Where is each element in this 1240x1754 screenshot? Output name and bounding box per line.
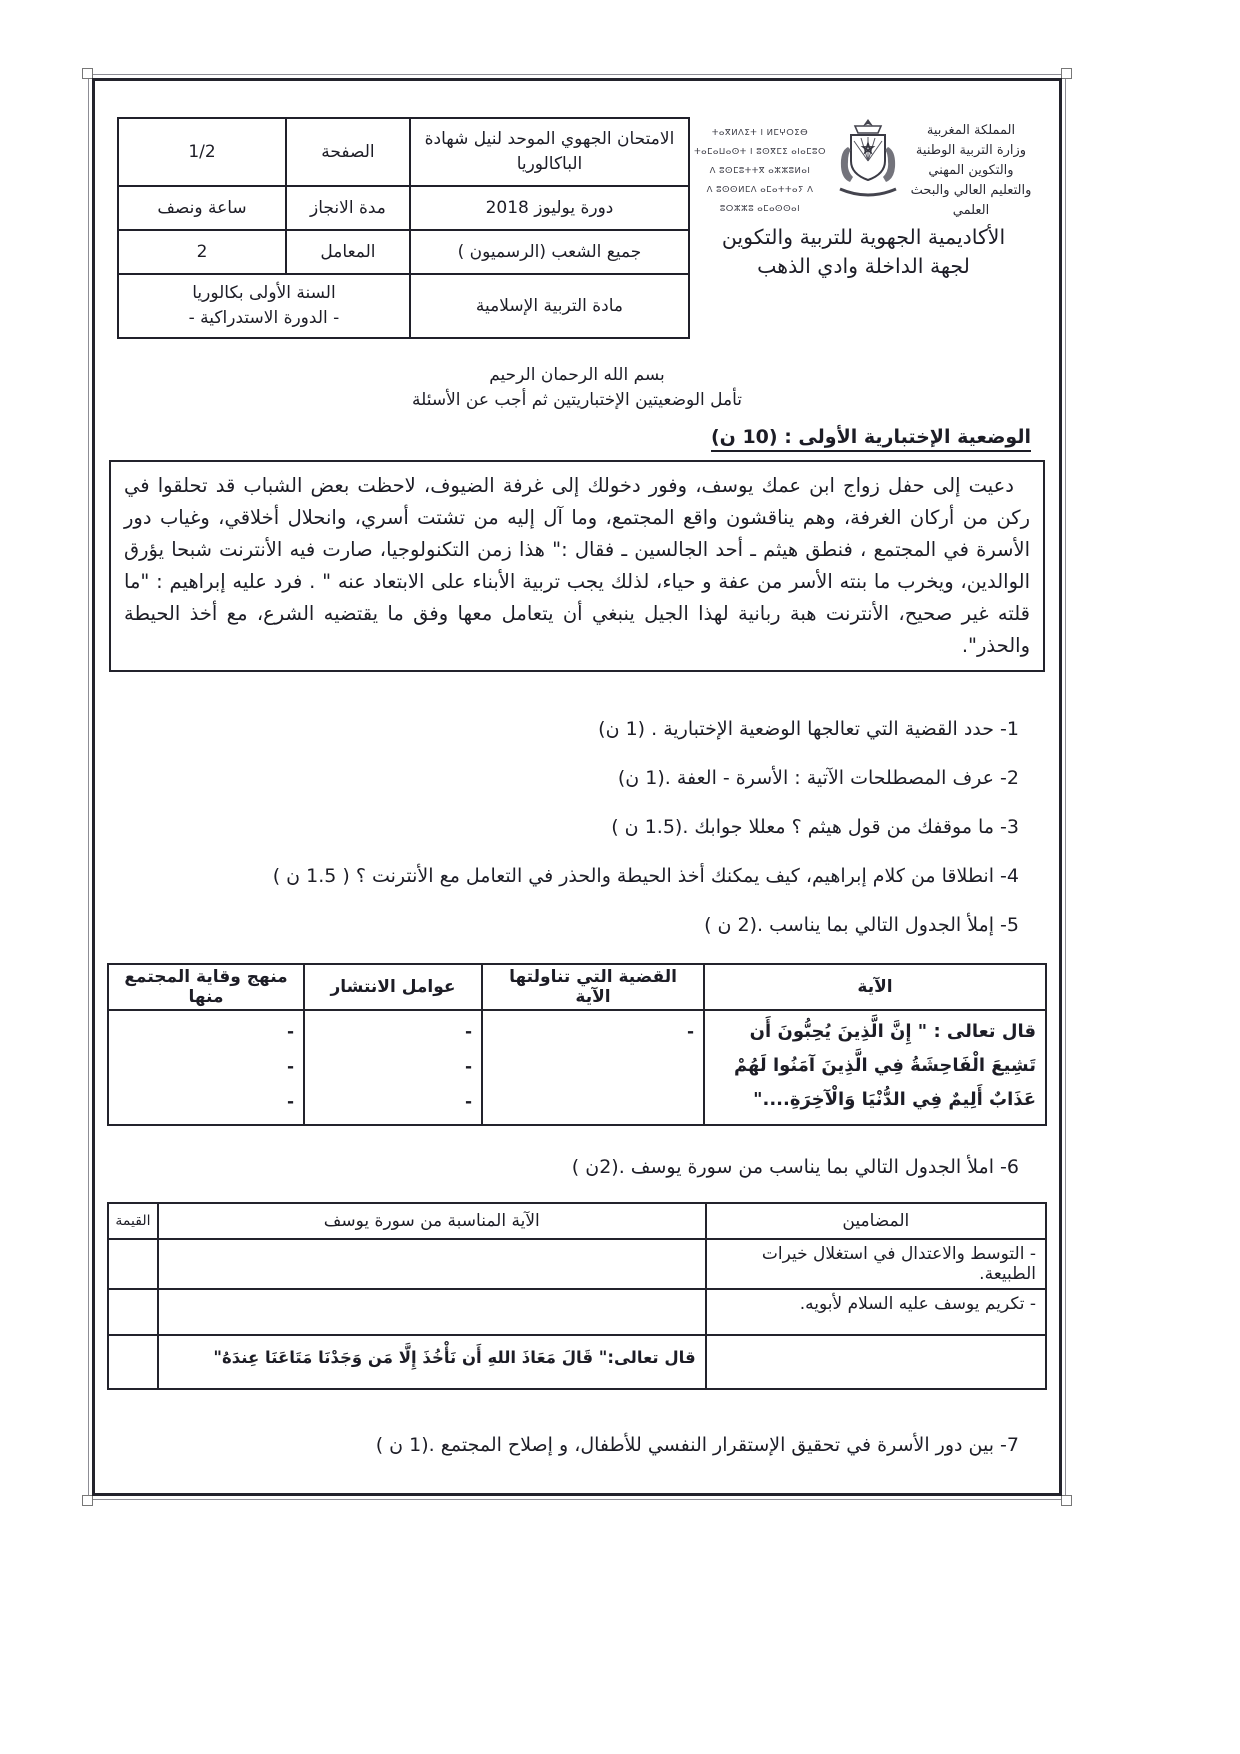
info-row-page xyxy=(118,118,689,186)
surah-table-row-1 xyxy=(108,1239,1046,1289)
ministry-name-tifinagh-line1: ⵜⴰⵎⴰⵡⴰⵙⵜ ⵏ ⵓⵙⴳⵎⵉ ⴰⵏⴰⵎⵓⵔ ⴷ ⵓⵙⵎⵓⵜⵜⴳ ⴰⵣⵣⵓⵍⴰⵏ xyxy=(694,147,826,176)
exam-instruction-line: تأمل الوضعيتين الإختباريتين ثم أجب عن الأسئلة xyxy=(411,390,743,410)
page-border-frame-inner xyxy=(92,78,1062,1496)
question-6: 6- املأ الجدول التالي بما يناسب من سورة يوسف .(2ن ) xyxy=(571,1156,1019,1178)
surah-table-header-row xyxy=(108,1203,1046,1239)
ministry-block xyxy=(690,117,1037,281)
surah-yusuf-table xyxy=(107,1202,1047,1390)
page-border-frame xyxy=(88,74,1066,1500)
question-4: 4- انطلاقا من كلام إبراهيم، كيف يمكنك أخذ الحيطة والحذر في التعامل مع الأنترنت ؟ ( 1.5 ن ) xyxy=(272,865,1019,887)
ministry-name-line2: والتعليم العالي والبحث العلمي xyxy=(910,183,1032,218)
ayah-cell-3: قال تعالى:" قَالَ مَعَاذَ اللهِ أَن نَأْخُذَ إِلَّا مَن وَجَدْنَا مَتَاعَنَا عِندَهُ" xyxy=(158,1335,706,1389)
header-ayah: الآية xyxy=(704,964,1046,1010)
ministry-arabic-lines xyxy=(905,117,1037,221)
question-2: 2- عرف المصطلحات الآتية : الأسرة - العفة .(1 ن) xyxy=(617,767,1019,789)
page-label-cell: الصفحة xyxy=(286,118,410,186)
info-row-subject xyxy=(118,274,689,338)
ministry-top xyxy=(690,117,1037,221)
kingdom-name-tifinagh: ⵜⴰⴳⵍⴷⵉⵜ ⵏ ⵍⵎⵖⵔⵉⴱ xyxy=(711,128,809,138)
page-content xyxy=(107,85,1047,1489)
content-cell-2: - تكريم يوسف عليه السلام لأبويه. xyxy=(706,1289,1046,1335)
duration-value-cell: ساعة ونصف xyxy=(118,186,286,230)
question-1: 1- حدد القضية التي تعالجها الوضعية الإختبارية . (1 ن) xyxy=(598,718,1019,740)
ayah-line3: عَذَابٌ أَلِيمٌ فِي الدُّنْيَا وَالْآخِرَةِ...." xyxy=(753,1089,1036,1110)
header-value: القيمة xyxy=(108,1203,158,1239)
header-issue: القضية التي تناولتها الآية xyxy=(482,964,704,1010)
dash-placeholder: - xyxy=(286,1022,294,1042)
surah-table-row-3 xyxy=(108,1335,1046,1389)
prevention-answer-cell xyxy=(108,1010,304,1125)
value-cell-3 xyxy=(108,1335,158,1389)
ayah-cell-1 xyxy=(158,1239,706,1289)
ayah-cell-2 xyxy=(158,1289,706,1335)
ayah-line2: تَشِيعَ الْفَاحِشَةُ فِي الَّذِينَ آمَنُوا لَهُمْ xyxy=(733,1055,1036,1076)
dash-placeholder: - xyxy=(286,1057,294,1077)
question-7: 7- بين دور الأسرة في تحقيق الإستقرار النفسي للأطفال، و إصلاح المجتمع .(1 ن ) xyxy=(375,1434,1019,1456)
ministry-name-line1: وزارة التربية الوطنية والتكوين المهني xyxy=(915,143,1027,178)
session-cell: دورة يوليوز 2018 xyxy=(410,186,689,230)
level-cell xyxy=(118,274,410,338)
question-5: 5- إملأ الجدول التالي بما يناسب .(2 ن ) xyxy=(704,914,1019,936)
dash-placeholder: - xyxy=(286,1092,294,1112)
situation-paragraph: دعيت إلى حفل زواج ابن عمك يوسف، وفور دخولك إلى غرفة الضيوف، لاحظت بعض الشباب قد تحلقوا في ركن من أركان الغرفة، وهم يناقشون واقع المجتمع، وما آل إليه من تشتت أسري، وانحلال أخلاقي، وغياب دور الأسرة في المجتمع ، فنطق هيثم ـ أحد الجالسين ـ فقال :" هذا زمن التكنولوجيا، صارت فيه الأنترنت شبحا يؤرق الوالدين، ويخرب ما بنته الأسر من عفة و حياء، لذلك يجب تربية الأبناء على الابتعاد عنه " . فرد عليه إبراهيم : "ما قلته غير صحيح، الأنترنت هبة ربانية لهذا الجيل ينبغي أن يتعامل معها وفق ما يقتضيه الشرع، مع أخذ الحيطة والحذر". xyxy=(124,474,1030,657)
questions-list xyxy=(107,718,1019,936)
issue-answer-cell xyxy=(482,1010,704,1125)
ayah-quote-cell xyxy=(704,1010,1046,1125)
level-line1: السنة الأولى بكالوريا xyxy=(192,283,336,303)
value-cell-2 xyxy=(108,1289,158,1335)
academy-line1: الأكاديمية الجهوية للتربية والتكوين xyxy=(721,225,1006,249)
header-contents: المضامين xyxy=(706,1203,1046,1239)
ministry-tifinagh-lines xyxy=(690,117,830,219)
ministry-name-tifinagh-line2: ⴷ ⵓⵙⵙⵍⵎⴷ ⴰⵎⴰⵜⵜⴰⵢ ⴷ ⵓⵔⵣⵣⵓ ⴰⵎⴰⵙⵙⴰⵏ xyxy=(706,185,814,214)
exam-title-cell: الامتحان الجهوي الموحد لنيل شهادة الباكالوريا xyxy=(410,118,689,186)
situation-text-box xyxy=(109,460,1045,672)
ayah-analysis-table xyxy=(107,963,1047,1126)
level-line2: - الدورة الاستدراكية - xyxy=(188,308,340,328)
header-prevention-method: منهج وقاية المجتمع منها xyxy=(108,964,304,1010)
page-value-cell: 1/2 xyxy=(118,118,286,186)
kingdom-name: المملكة المغربية xyxy=(926,123,1016,138)
streams-cell: جميع الشعب (الرسميون ) xyxy=(410,230,689,274)
ayah-analysis-header-row xyxy=(108,964,1046,1010)
header-spread-factors: عوامل الانتشار xyxy=(304,964,482,1010)
ayah-line1: قال تعالى : " إِنَّ الَّذِينَ يُحِبُّونَ أَن xyxy=(749,1021,1036,1042)
academy-line2: لجهة الداخلة وادي الذهب xyxy=(757,254,970,278)
moroccan-coat-of-arms-icon xyxy=(832,117,904,209)
info-row-streams xyxy=(118,230,689,274)
dash-placeholder: - xyxy=(686,1022,694,1042)
coefficient-label-cell: المعامل xyxy=(286,230,410,274)
exam-header xyxy=(117,117,1037,339)
dash-placeholder: - xyxy=(464,1022,472,1042)
academy-name xyxy=(690,223,1037,281)
frame-corner-ornament xyxy=(1061,68,1072,79)
surah-table-row-2 xyxy=(108,1289,1046,1335)
content-cell-3 xyxy=(706,1335,1046,1389)
frame-corner-ornament xyxy=(1061,1495,1072,1506)
subject-cell: مادة التربية الإسلامية xyxy=(410,274,689,338)
duration-label-cell: مدة الانجاز xyxy=(286,186,410,230)
exam-info-table xyxy=(117,117,690,339)
basmala-line: بسم الله الرحمان الرحيم xyxy=(489,365,665,385)
dash-placeholder: - xyxy=(464,1092,472,1112)
section1-title-text: الوضعية الإختبارية الأولى : (10 ن) xyxy=(711,426,1031,452)
header-matching-ayah: الآية المناسبة من سورة يوسف xyxy=(158,1203,706,1239)
ayah-analysis-body-row xyxy=(108,1010,1046,1125)
frame-corner-ornament xyxy=(82,1495,93,1506)
coefficient-value-cell: 2 xyxy=(118,230,286,274)
info-row-session xyxy=(118,186,689,230)
content-cell-1: - التوسط والاعتدال في استغلال خيرات الطبيعة. xyxy=(706,1239,1046,1289)
question-3: 3- ما موقفك من قول هيثم ؟ معللا جوابك .(1.5 ن ) xyxy=(611,816,1019,838)
section1-title xyxy=(107,426,1031,448)
dash-placeholder: - xyxy=(464,1057,472,1077)
spread-factors-answer-cell xyxy=(304,1010,482,1125)
value-cell-1 xyxy=(108,1239,158,1289)
